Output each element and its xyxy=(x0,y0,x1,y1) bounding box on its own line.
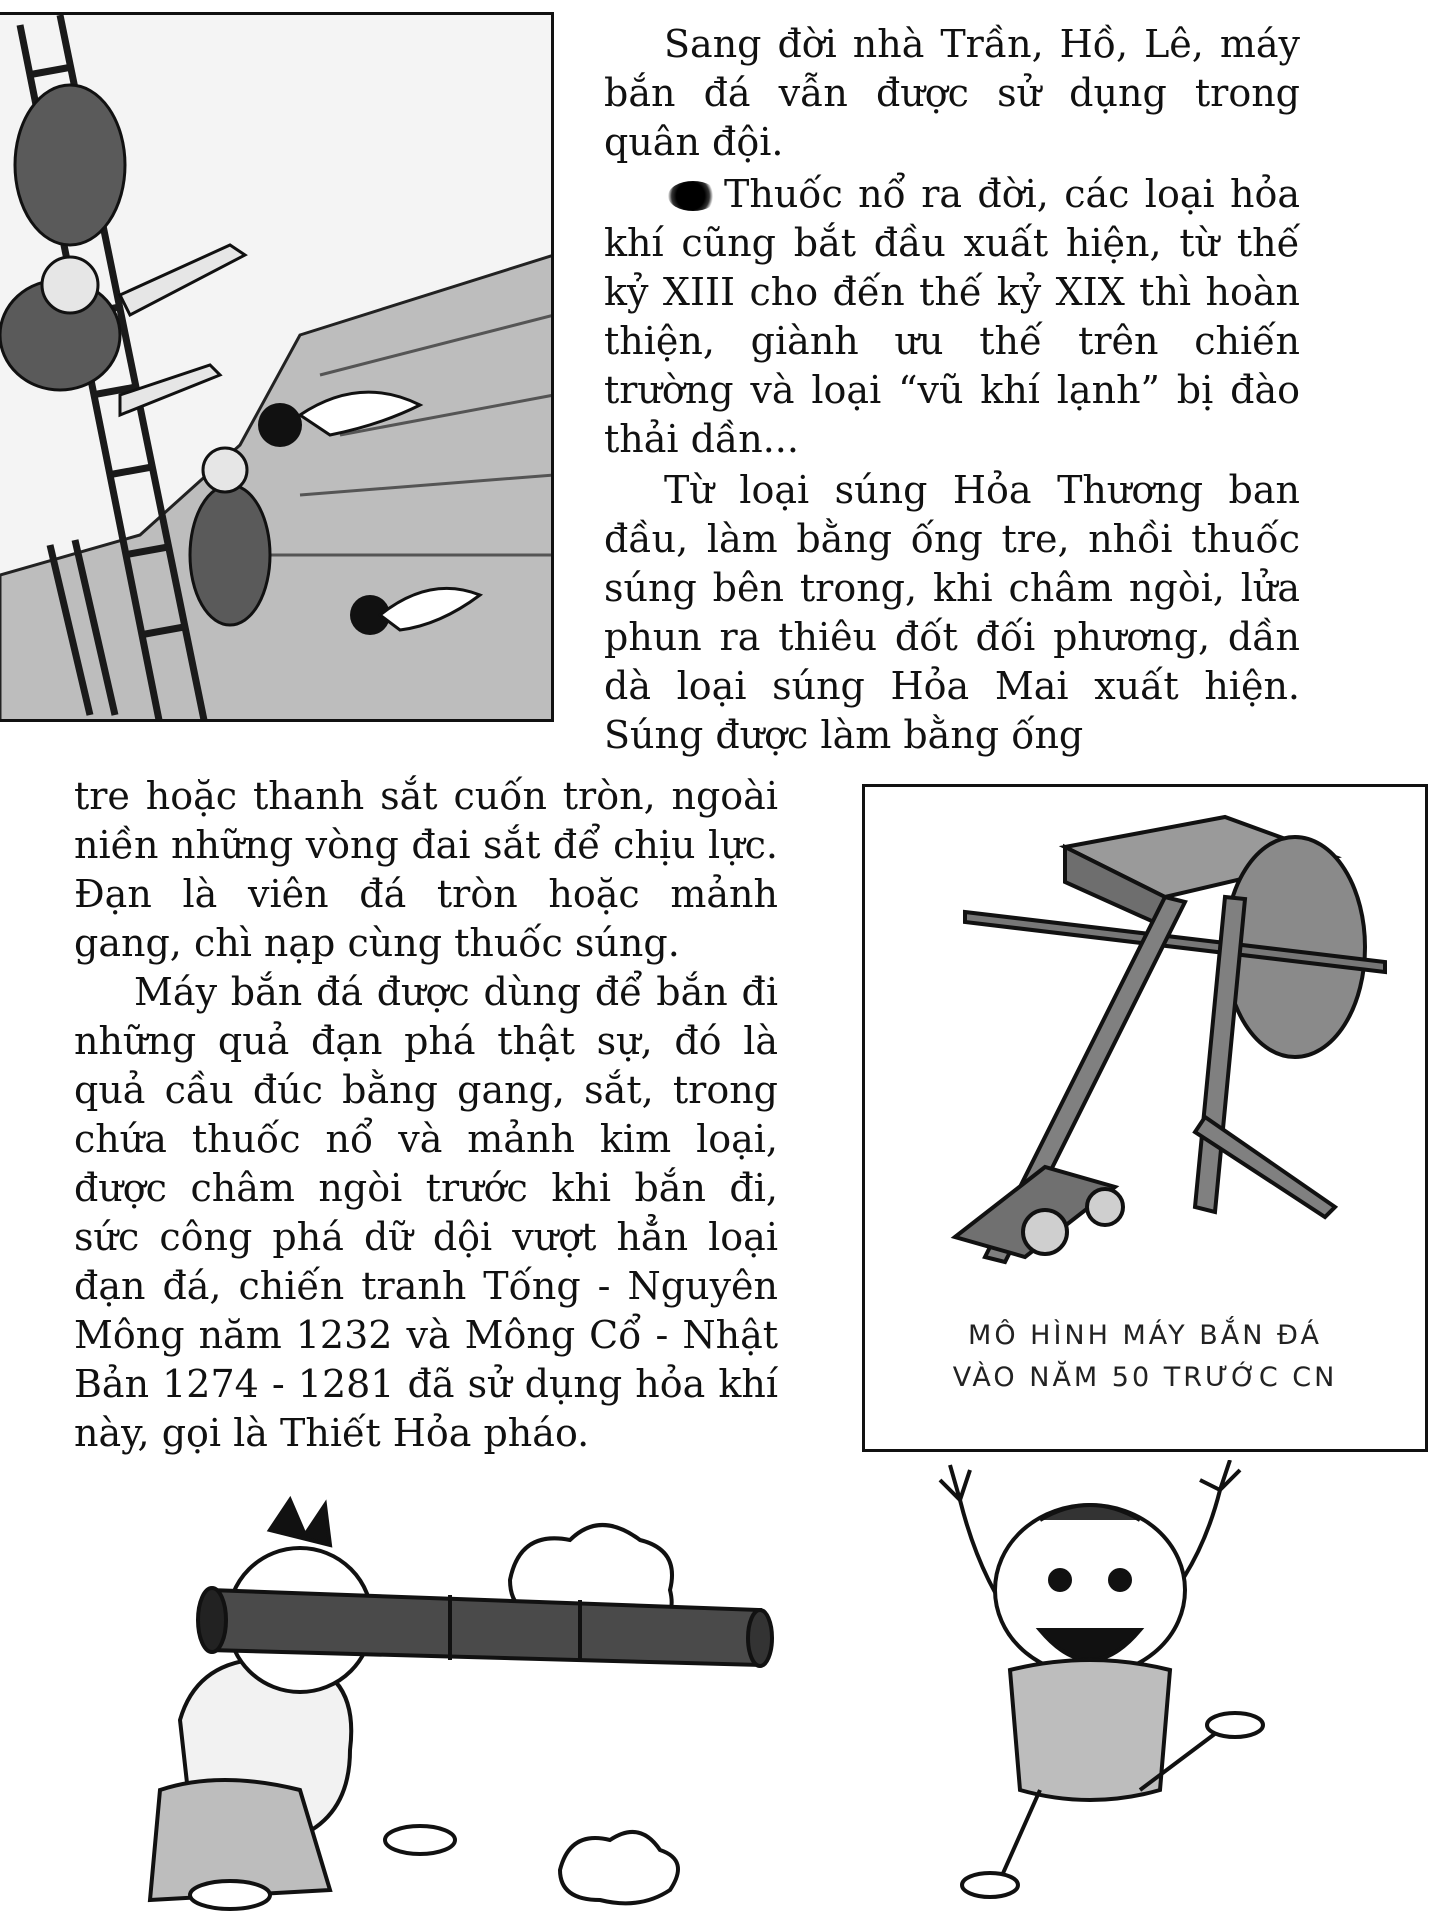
paragraph-2-text: Thuốc nổ ra đời, các loại hỏa khí cũng bắt đầu xuất hiện, từ thế kỷ XIII cho đến thế kỷ XIX thì hoàn thiện, giành ưu thế trên chiến trường và loại “vũ khí lạnh” bị đào thải dần... xyxy=(604,172,1300,461)
cannon-boy-drawing xyxy=(120,1490,840,1915)
paragraph-3-part-1: Từ loại súng Hỏa Thương ban đầu, làm bằng ống tre, nhồi thuốc súng bên trong, khi châm ngòi, lửa phun ra thiêu đốt đối phương, dần dà loại súng Hỏa Mai xuất hiện. Súng được làm bằng ống xyxy=(604,468,1300,757)
caption-line-1: MÔ HÌNH MÁY BẮN ĐÁ xyxy=(968,1320,1322,1351)
cheering-boy-drawing xyxy=(900,1460,1300,1915)
paragraph-3-part-2: tre hoặc thanh sắt cuốn tròn, ngoài niền những vòng đai sắt để chịu lực. Đạn là viên đá tròn hoặc mảnh gang, chì nạp cùng thuốc súng. xyxy=(74,774,778,965)
caption-line-2: VÀO NĂM 50 TRƯỚC CN xyxy=(952,1362,1338,1393)
cartoon-boy-with-cannon xyxy=(120,1490,840,1915)
siege-battle-drawing xyxy=(0,15,554,722)
ink-blot-bullet-icon xyxy=(668,181,718,211)
cartoon-cheering-boy xyxy=(900,1460,1300,1915)
battle-illustration xyxy=(0,12,554,722)
figure-caption xyxy=(865,1315,1425,1399)
catapult-model-figure xyxy=(862,784,1428,1452)
paragraph-2 xyxy=(604,170,1300,464)
paragraph-1: Sang đời nhà Trần, Hồ, Lê, máy bắn đá vẫn được sử dụng trong quân đội. xyxy=(604,22,1300,164)
paragraph-4: Máy bắn đá được dùng để bắn đi những quả đạn phá thật sự, đó là quả cầu đúc bằng gang, sắt, trong chứa thuốc nổ và mảnh kim loại, được châm ngòi trước khi bắn đi, sức công phá dữ dội vượt hẳn loại đạn đá, chiến tranh Tống - Nguyên Mông năm 1232 và Mông Cổ - Nhật Bản 1274 - 1281 đã sử dụng hỏa khí này, gọi là Thiết Hỏa pháo. xyxy=(74,970,778,1455)
catapult-drawing xyxy=(865,787,1425,1287)
